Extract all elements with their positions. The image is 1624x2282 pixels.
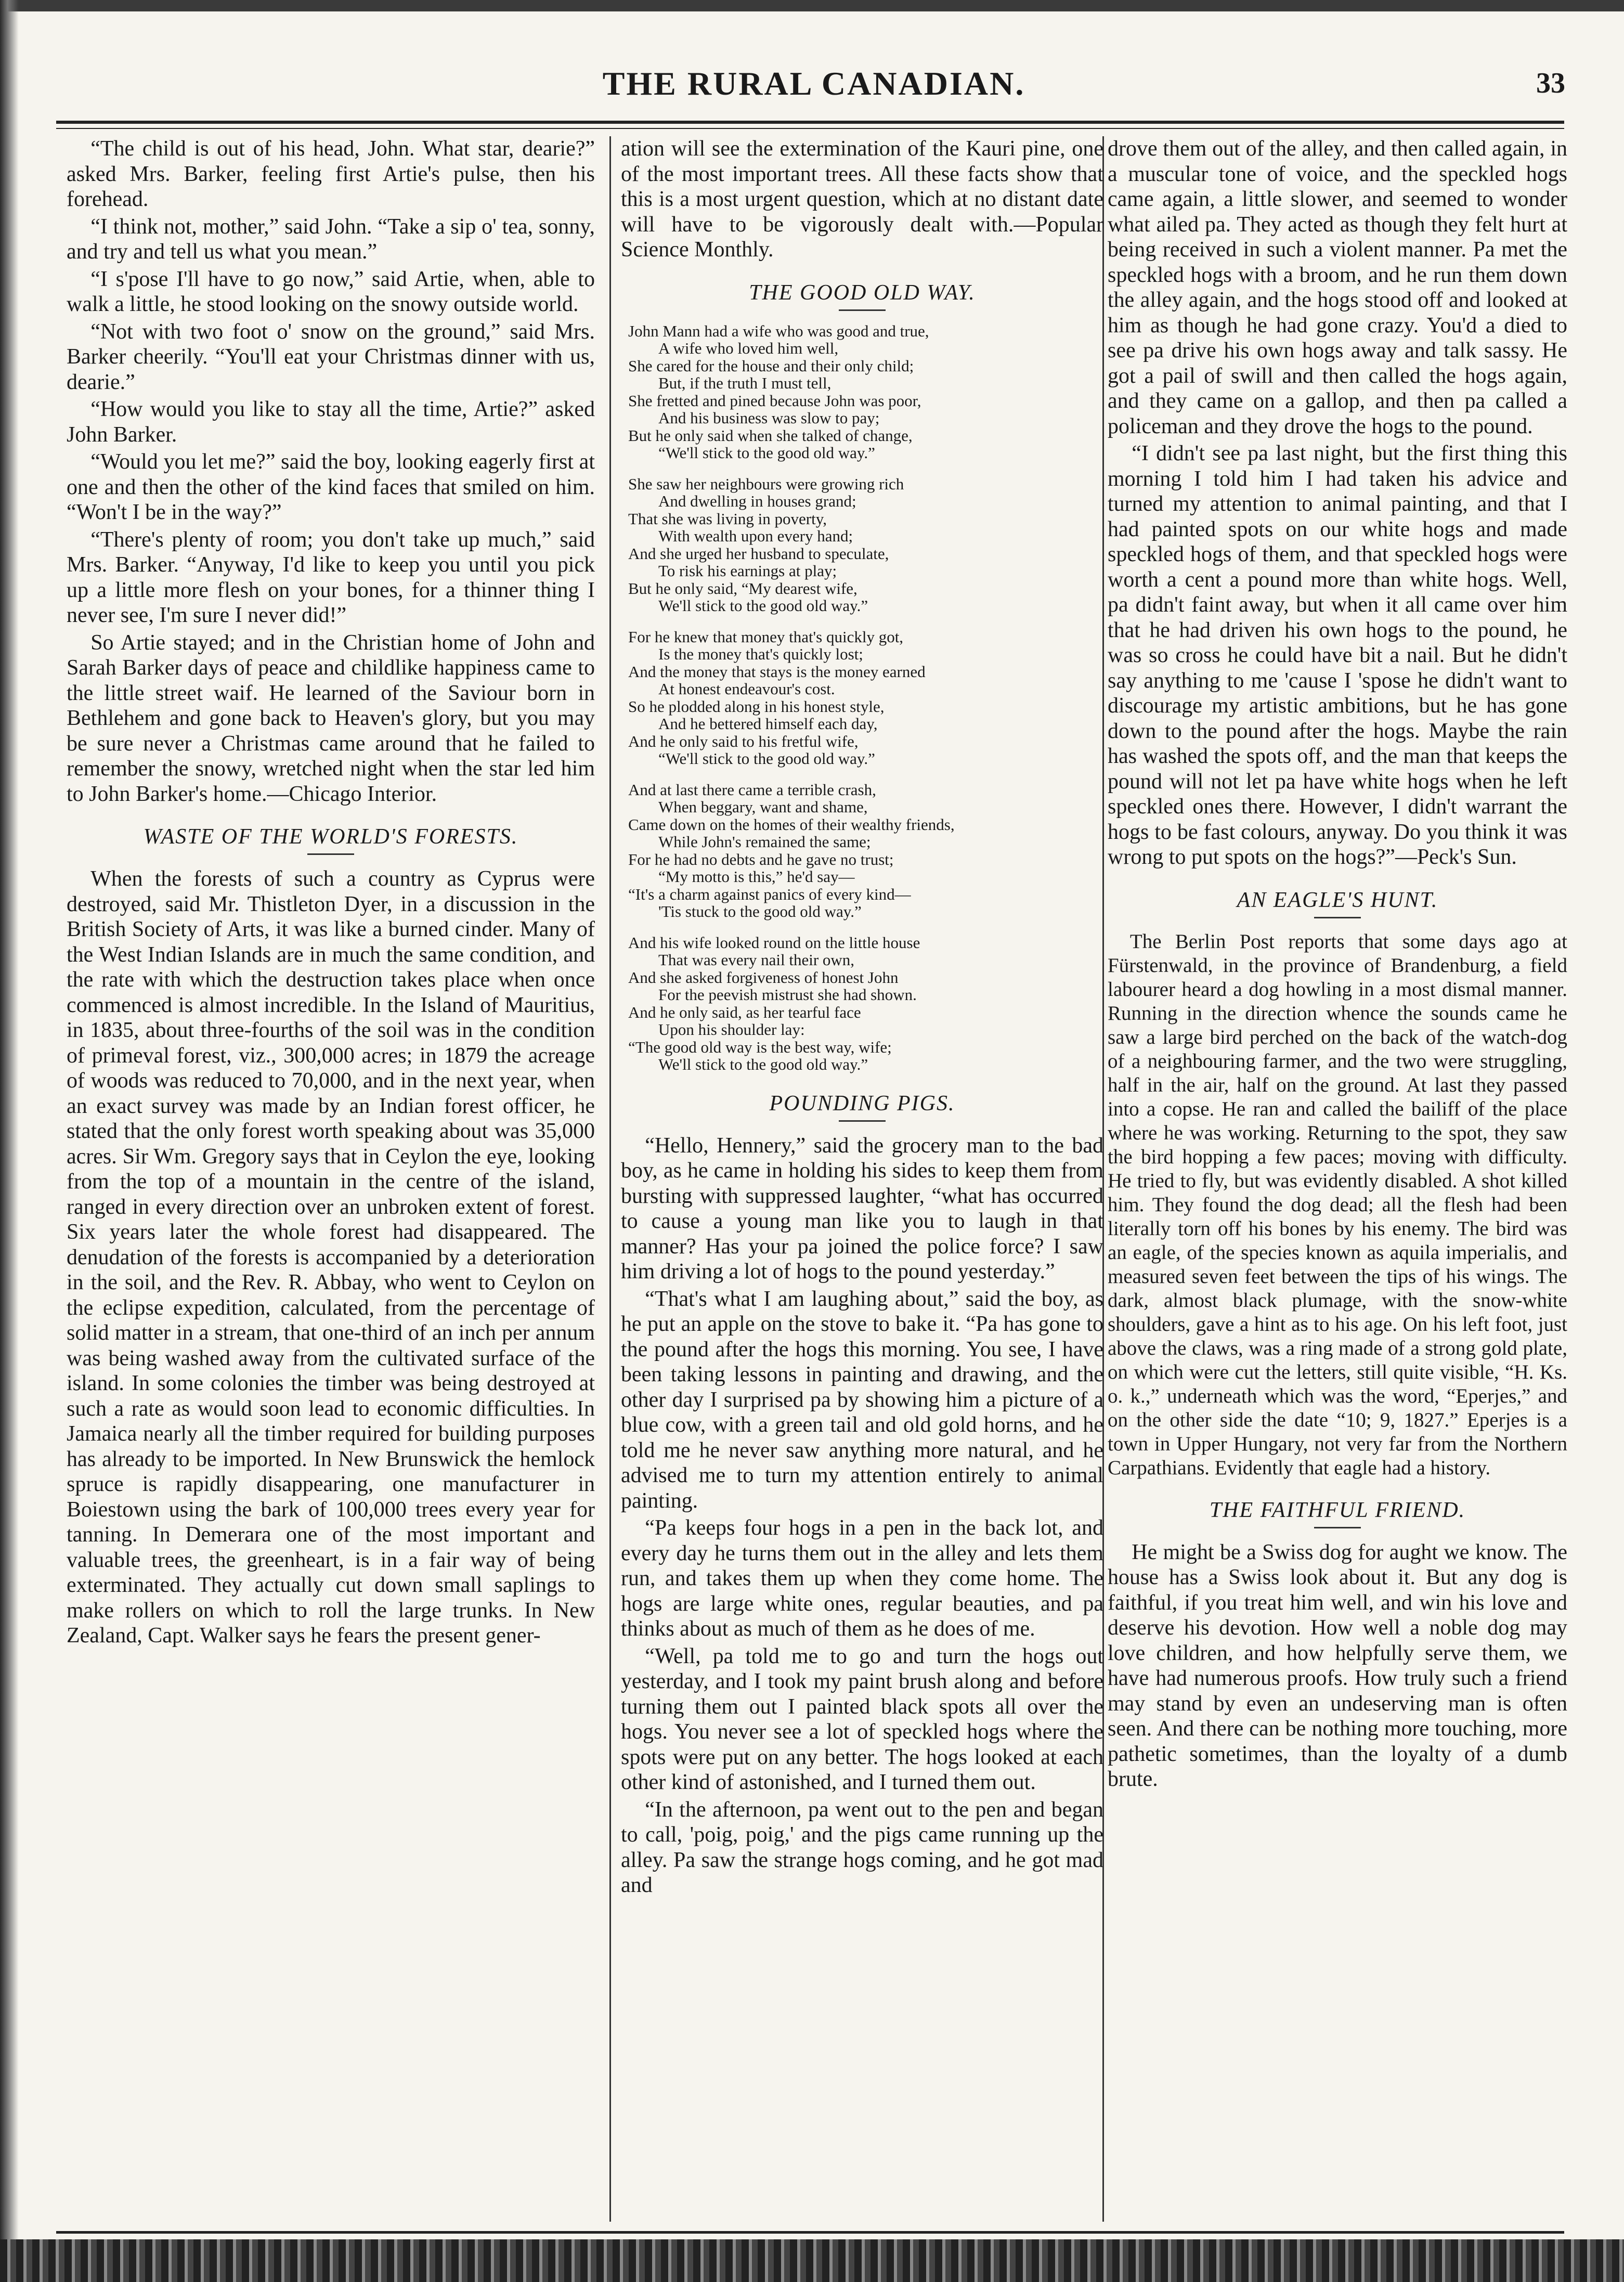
scan-top-edge (0, 0, 1624, 11)
story-end (67, 136, 595, 807)
paragraph: “Not with two foot o' snow on the ground,” said Mrs. Barker cheerily. “You'll eat your Christmas dinner with us, dearie.” (67, 319, 595, 394)
poem-line: She cared for the house and their only child; (628, 356, 914, 375)
article-title-pigs: POUNDING PIGS. (769, 1091, 955, 1116)
poem-line: And he bettered himself each day, (658, 715, 878, 733)
poem-stanza (628, 322, 1103, 462)
poem-line: For he had no debts and he gave no trust; (628, 850, 894, 868)
poem-line: “The good old way is the best way, wife; (628, 1038, 892, 1056)
poem-line: We'll stick to the good old way.” (658, 597, 868, 615)
poem-line: Is the money that's quickly lost; (658, 645, 863, 663)
poem-stanza (628, 475, 1103, 615)
poem (628, 322, 1103, 1073)
poem-line: At honest endeavour's cost. (658, 680, 835, 698)
article-body-forests: When the forests of such a country as Cyprus were destroyed, said Mr. Thistleton Dyer, in a discussion in the British Society of Arts, it was like a burned cinder. Many of the West Indian Islands are in much the same condition, and the rate with which the destruction takes place when once commenced is almost incredible. In the Island of Mauritius, in 1835, about three-fourths of the soil was in the condition of primeval forest, viz., 300,000 acres; in 1879 the acreage of woods was reduced to 70,000, and in the next year, when an exact survey was made by an Indian forest officer, he stated that the only forest worth speaking about was 35,000 acres. Sir Wm. Gregory says that in Ceylon the eye, looking from the top of a mountain in the centre of the island, ranged in every direction over an unbroken extent of forest. Six years later the whole forest had disappeared. The denudation of the forests is accompanied by a deterioration in the soil, and the Rev. R. Abbay, who went to Ceylon on the eclipse expedition, calculated, from the percentage of solid matter in a stream, that one-third of an inch per annum was being washed away from the cultivated surface of the island. In some colonies the timber was being destroyed at such a rate as would soon lead to economic difficulties. In Jamaica nearly all the timber required for building purposes has already to be imported. In New Brunswick the hemlock spruce is rapidly disappearing, one manufacturer in Boiestown using the bark of 100,000 trees every year for tanning. In Demerara one of the most important and valuable trees, the greenheart, is in a fair way of being exterminated. They actually cut down small saplings to make rollers on which to roll the large trunks. In New Zealand, Capt. Walker says he fears the present gener- (67, 867, 595, 1648)
poem-line: When beggary, want and shame, (658, 798, 868, 816)
paragraph: “I think not, mother,” said John. “Take a sip o' tea, sonny, and try and tell us what you mean.” (67, 214, 595, 264)
poem-line: So he plodded along in his honest style, (628, 697, 885, 716)
article-body-forests-end: ation will see the extermination of the Kauri pine, one of the most important trees. All these facts show that this is a most urgent question, which at no distant date will have to be vigorously dealt with.—Popular Science Monthly. (621, 137, 1103, 262)
poem-line: And he only said, as her tearful face (628, 1003, 861, 1021)
column-divider-1 (609, 136, 611, 2222)
poem-line: And she asked forgiveness of honest John (628, 968, 899, 987)
paragraph: “The child is out of his head, John. What star, dearie?” asked Mrs. Barker, feeling first Artie's pulse, then his forehead. (67, 137, 595, 211)
paragraph: “There's plenty of room; you don't take up much,” said Mrs. Barker. “Anyway, I'd like to keep you until you pick up a little more flesh on your bones, for a thinner thing I never see, I'm sure I never did!” (67, 527, 595, 627)
poem-line: That was every nail their own, (658, 951, 855, 969)
title-rule (839, 1120, 886, 1122)
poem-line: For the peevish mistrust she had shown. (658, 986, 917, 1004)
poem-line: And the money that stays is the money earned (628, 662, 926, 681)
article-title-forests: WASTE OF THE WORLD'S FORESTS. (143, 825, 518, 849)
paragraph: drove them out of the alley, and then called again, in a muscular tone of voice, and the speckled hogs came again, a little slower, and seemed to wonder what ailed pa. They acted as though they felt hurt at being received in such a violent manner. Pa met the speckled hogs with a broom, and he run them down the alley again, and the hogs stood off and looked at him as though he had gone crazy. You'd a died to see pa drive his own hogs away and talk sassy. He got a pail of swill and then called the hogs again, and they came on a gallop, and then pa called a policeman and they drove the hogs to the pound. (1108, 137, 1567, 438)
article-title-friend: THE FAITHFUL FRIEND. (1209, 1498, 1466, 1522)
poem-line: Upon his shoulder lay: (658, 1020, 805, 1039)
paragraph: “Pa keeps four hogs in a pen in the back lot, and every day he turns them out in the alley and lets them run, and takes them up when they come home. The hogs are large white ones, regular beauties, and pa thinks about as much of them as he does of me. (621, 1516, 1103, 1641)
poem-line: “We'll stick to the good old way.” (658, 444, 875, 462)
column-1 (67, 136, 595, 2222)
poem-line: But he only said when she talked of change, (628, 426, 913, 445)
paragraph: “I didn't see pa last night, but the first thing this morning I told him I had taken his advice and turned my attention to animal painting, and that I had painted spots on our white hogs and made speckled hogs of them, and that speckled hogs were worth a cent a pound more than white hogs. Well, pa didn't faint away, but when it all came over him that he had driven his own hogs to the pound, he was so cross he could have bit a nail. But he didn't say anything to me 'cause I 'spose he didn't want to discourage my artistic ambitions, but he has gone down to the pound after the hogs. Maybe the rain has washed the spots off, and the man that keeps the pound will not let pa have white hogs when he left speckled ones there. However, I didn't warrant the hogs to be fast colours, anyway. Do you think it was wrong to put spots on the hogs?”—Peck's Sun. (1108, 442, 1567, 869)
footer-rule (56, 2231, 1564, 2234)
title-rule (307, 853, 354, 855)
poem-line: 'Tis stuck to the good old way.” (658, 902, 862, 920)
paragraph: “Would you let me?” said the boy, looking eagerly first at one and then the other of the kind faces that smiled on him. “Won't I be in the way?” (67, 450, 595, 524)
poem-line: With wealth upon every hand; (658, 527, 853, 545)
poem-line: And at last there came a terrible crash, (628, 780, 876, 799)
paragraph: “In the afternoon, pa went out to the pen and began to call, 'poig, poig,' and the pigs came running up the alley. Pa saw the strange hogs coming, and he got mad and (621, 1797, 1103, 1897)
poem-title: THE GOOD OLD WAY. (749, 280, 976, 305)
poem-line: But he only said, “My dearest wife, (628, 579, 858, 598)
poem-line: And dwelling in houses grand; (658, 492, 856, 510)
header-rule-thin (56, 128, 1564, 129)
page-header (47, 61, 1581, 108)
paragraph: “Hello, Hennery,” said the grocery man to the bad boy, as he came in holding his sides to keep them from bursting with suppressed laughter, “what has occurred to cause a young man like you to laugh in that manner? Has your pa joined the police force? I saw him driving a lot of hogs to the pound yesterday.” (621, 1133, 1103, 1283)
poem-line: John Mann had a wife who was good and true, (628, 321, 929, 340)
scan-bottom-edge (0, 2239, 1624, 2282)
paragraph: “That's what I am laughing about,” said the boy, as he put an apple on the stove to bake it. “Pa has gone to the pound after the hogs this morning. You see, I have been taking lessons in painting and drawing, and the other day I surprised pa by showing him a picture of a blue cow, with a green tail and old gold horns, and he told me he never saw anything more natural, and he advised me to turn my attention entirely to animal painting. (621, 1287, 1103, 1513)
article-body-eagle: The Berlin Post reports that some days ago at Fürstenwald, in the province of Brandenburg, a field labourer heard a dog howling in a most dismal manner. Running in the direction whence the sounds came he saw a large bird perched on the back of the watch-dog of a neighbouring farmer, and the two were struggling, half in the air, half on the ground. At last they passed into a copse. He ran and called the bailiff of the place where he was working. Returning to the spot, they saw the bird hopping a few paces; moving with difficulty. He tried to fly, but was evidently disabled. A shot killed him. They found the dog dead; all the flesh had been literally torn off his bones by his enemy. The bird was an eagle, of the species known as aquila imperialis, and measured seven feet between the tips of his wings. The dark, almost black plumage, with the snow-white shoulders, gave a hint as to his age. On his left foot, just above the claws, was a ring made of a strong gold plate, on which were cut the letters, still quite visible, “H. Ks. o. k.,” underneath which was the word, “Eperjes,” and on the other side the date “10; 9, 1827.” Eperjes is a town in Upper Hungary, not very far from the Northern Carpathians. Evidently that eagle had a history. (1108, 930, 1567, 1479)
title-rule (1314, 917, 1361, 918)
poem-line: Came down on the homes of their wealthy friends, (628, 815, 955, 834)
scan-left-edge (0, 0, 19, 2282)
poem-line: While John's remained the same; (658, 833, 871, 851)
poem-line: We'll stick to the good old way.” (658, 1055, 868, 1073)
poem-line: For he knew that money that's quickly got, (628, 627, 904, 646)
poem-stanza (628, 934, 1103, 1073)
header-rule-thick (56, 121, 1564, 124)
paragraph: “How would you like to stay all the time, Artie?” asked John Barker. (67, 397, 595, 447)
poem-line: “It's a charm against panics of every kind— (628, 885, 911, 903)
article-title-eagle: AN EAGLE'S HUNT. (1237, 888, 1438, 912)
poem-line: “My motto is this,” he'd say— (658, 867, 855, 886)
poem-line: She fretted and pined because John was poor, (628, 391, 921, 410)
poem-line: A wife who loved him well, (658, 339, 839, 357)
paragraph: “Well, pa told me to go and turn the hogs out yesterday, and I took my paint brush along and before turning them out I painted black spots all over the hogs. You never see a lot of speckled hogs where the spots were put on any better. The hogs looked at each other kind of astonished, and I turned them out. (621, 1644, 1103, 1794)
poem-line: And his business was slow to pay; (658, 409, 880, 427)
newspaper-title: THE RURAL CANADIAN. (602, 65, 1025, 102)
poem-line: And she urged her husband to speculate, (628, 544, 889, 563)
poem-line: “We'll stick to the good old way.” (658, 749, 875, 768)
page-number: 33 (1536, 67, 1565, 99)
article-body-friend: He might be a Swiss dog for aught we know. The house has a Swiss look about it. But any dog is faithful, if you treat him well, and win his love and deserve his devotion. How well a noble dog may love children, and how helpfully serve them, we have had numerous proofs. How truly such a friend may stand by even an undeserving man is often seen. And there can be nothing more touching, more pathetic sometimes, than the loyalty of a dumb brute. (1108, 1540, 1567, 1791)
title-rule (839, 309, 886, 311)
column-2 (621, 136, 1103, 2222)
poem-line: But, if the truth I must tell, (658, 374, 832, 392)
paragraph: “I s'pose I'll have to go now,” said Artie, when, able to walk a little, he stood looking on the snowy outside world. (67, 267, 595, 316)
poem-line: That she was living in poverty, (628, 509, 827, 528)
poem-line: To risk his earnings at play; (658, 562, 837, 580)
poem-line: And his wife looked round on the little house (628, 933, 920, 952)
poem-line: She saw her neighbours were growing rich (628, 474, 904, 493)
poem-line: And he only said to his fretful wife, (628, 732, 859, 750)
paragraph: So Artie stayed; and in the Christian home of John and Sarah Barker days of peace and childlike happiness came to the little street waif. He learned of the Saviour born in Bethlehem and gone back to Heaven's glory, but you may be sure never a Christmas came around that he failed to remember the snowy, wretched night when the star led him to John Barker's home.—Chicago Interior. (67, 630, 595, 806)
poem-stanza (628, 628, 1103, 768)
title-rule (1314, 1527, 1361, 1528)
column-3 (1108, 136, 1567, 2222)
poem-stanza (628, 781, 1103, 920)
